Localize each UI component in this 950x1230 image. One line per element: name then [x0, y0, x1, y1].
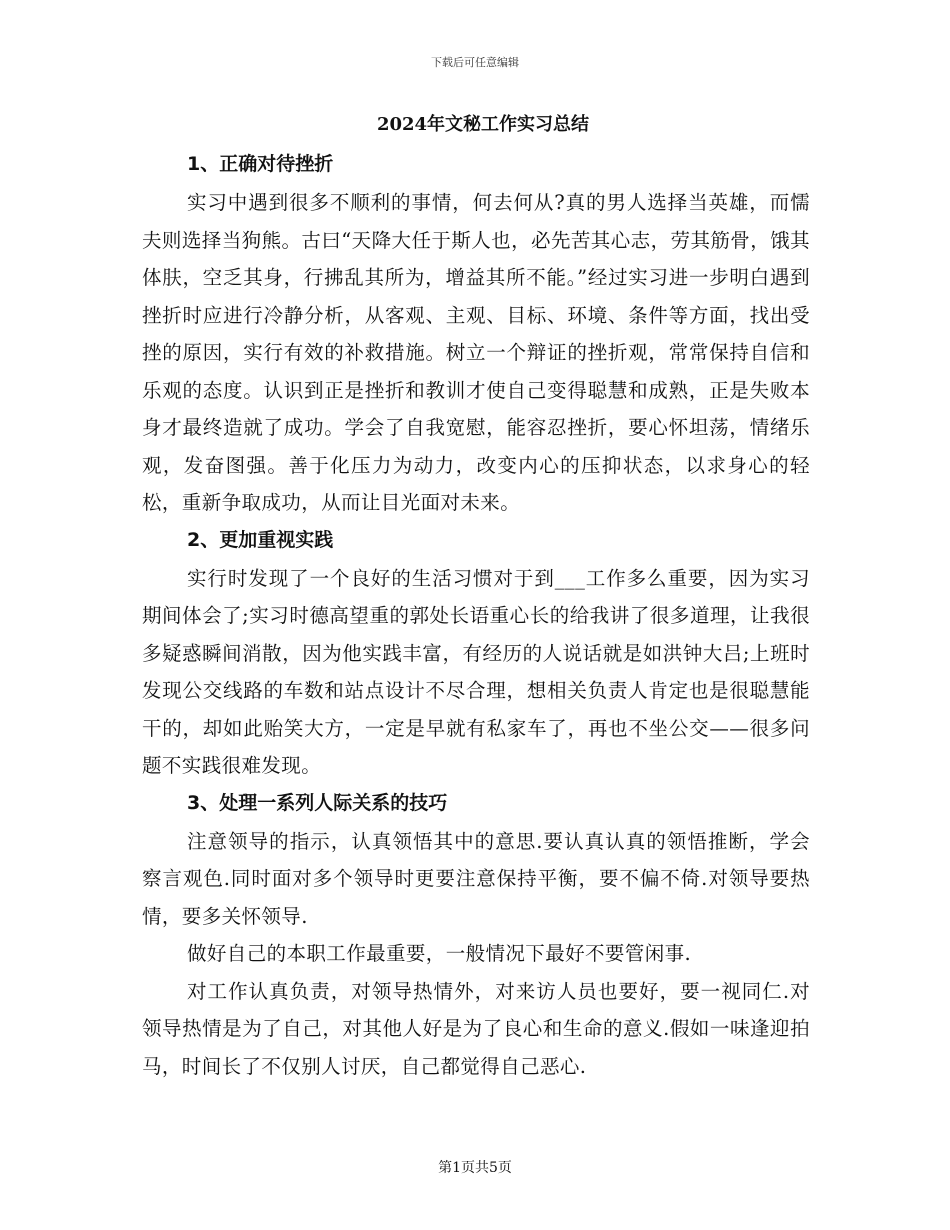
paragraph: 做好自己的本职工作最重要，一般情况下最好不要管闲事. [187, 942, 692, 965]
paragraph: 实习中遇到很多不顺利的事情，何去何从?真的男人选择当英雄，而懦夫则选择当狗熊。古曰“天降大任于斯人也，必先苦其心志，劳其筋骨，饿其体肤，空乏其身，行拂乱其所为，增益其所不能。”经过实习进一步明白遇到挫折时应进行冷静分析，从客观、主观、目标、环境、条件等方面，找出受挫的原因，实行有效的补救措施。树立一个辩证的挫折观，常常保持自信和乐观的态度。认识到正是挫折和教训才使自己变得聪慧和成熟，正是失败本身才最终造就了成功。学会了自我宽慰，能容忍挫折，要心怀坦荡，情绪乐观，发奋图强。善于化压力为动力，改变内心的压抑状态，以求身心的轻松，重新争取成功，从而让目光面对未来。 [142, 191, 810, 514]
paragraph: 实行时发现了一个良好的生活习惯对于到___工作多么重要，因为实习期间体会了;实习时德高望重的郭处长语重心长的给我讲了很多道理，让我很多疑惑瞬间消散，因为他实践丰富，有经历的人说话就是如洪钟大吕;上班时发现公交线路的车数和站点设计不尽合理，想相关负责人肯定也是很聪慧能干的，却如此贻笑大方，一定是早就有私家车了，再也不坐公交——很多问题不实践很难发现。 [142, 566, 810, 777]
paragraph: 对工作认真负责，对领导热情外，对来访人员也要好，要一视同仁.对领导热情是为了自己，对其他人好是为了良心和生命的意义.假如一味逢迎拍马，时间长了不仅别人讨厌，自己都觉得自己恶心. [142, 979, 810, 1078]
section-3 [142, 789, 810, 1086]
section-heading: 2、更加重视实践 [187, 528, 334, 551]
section-2 [142, 526, 810, 785]
header-note: 下载后可任意编辑 [431, 56, 519, 69]
page-footer: 第1页共5页 [438, 1160, 512, 1176]
section-heading: 1、正确对待挫折 [187, 153, 334, 175]
document-title: 2024年文秘工作实习总结 [376, 114, 590, 135]
paragraph: 注意领导的指示，认真领悟其中的意思.要认真认真的领悟推断，学会察言观色.同时面对多个领导时更要注意保持平衡，要不偏不倚.对领导要热情，要多关怀领导. [142, 829, 810, 928]
section-1 [142, 150, 810, 522]
section-heading: 3、处理一系列人际关系的技巧 [187, 791, 448, 814]
document-body [142, 110, 810, 1089]
